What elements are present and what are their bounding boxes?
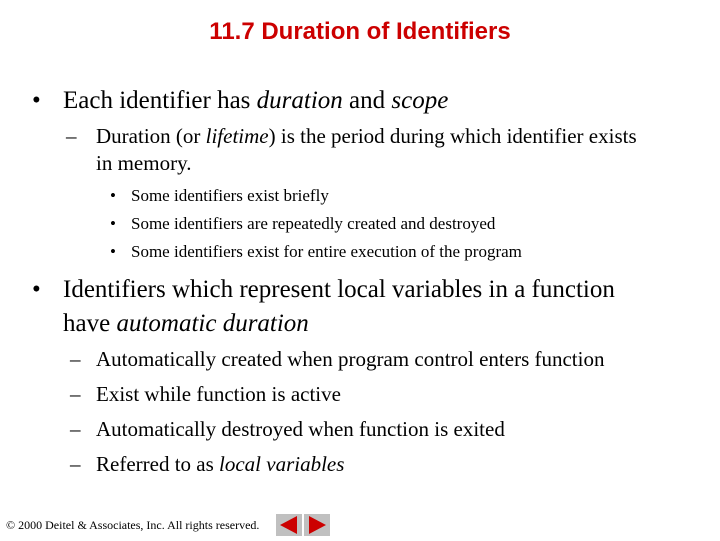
list-item-text: Some identifiers exist for entire execution of the program bbox=[131, 242, 522, 261]
dash-glyph: – bbox=[70, 382, 81, 406]
text-segment: Duration (or bbox=[96, 124, 206, 148]
list-item-text: Some identifiers exist briefly bbox=[131, 186, 329, 205]
text-segment: and bbox=[342, 87, 392, 114]
slide-title: 11.7 Duration of Identifiers bbox=[209, 18, 511, 45]
bullet-glyph: • bbox=[32, 276, 41, 303]
text-segment: Referred to as bbox=[96, 452, 220, 476]
text-segment: ) is the period during which identifier exists bbox=[268, 124, 637, 148]
emphasis-duration: duration bbox=[256, 87, 343, 114]
list-item-text: Automatically destroyed when function is exited bbox=[96, 417, 505, 441]
subbullet-text-continued: in memory. bbox=[96, 151, 192, 175]
bullet-glyph: • bbox=[32, 87, 41, 114]
bullet-text-continued bbox=[63, 310, 309, 338]
left-arrow-icon bbox=[276, 514, 302, 536]
text-segment: Each identifier has bbox=[63, 87, 257, 114]
text-segment: have bbox=[63, 310, 117, 337]
list-item-text: Automatically created when program control enters function bbox=[96, 347, 605, 371]
bullet-glyph: • bbox=[110, 242, 116, 261]
list-item-text: Exist while function is active bbox=[96, 382, 341, 406]
emphasis-lifetime: lifetime bbox=[205, 124, 269, 148]
bullet-glyph: • bbox=[110, 214, 116, 233]
dash-glyph: – bbox=[70, 347, 81, 371]
subbullet-text bbox=[96, 124, 637, 149]
emphasis-scope: scope bbox=[391, 87, 449, 114]
bullet-text: Identifiers which represent local variables in a function bbox=[63, 276, 615, 303]
dash-glyph: – bbox=[70, 417, 81, 441]
list-item-text bbox=[96, 452, 344, 477]
right-arrow-icon[interactable] bbox=[304, 514, 330, 536]
copyright-footer: © 2000 Deitel & Associates, Inc. All rights reserved. bbox=[6, 518, 260, 532]
left-arrow-icon[interactable] bbox=[276, 514, 302, 536]
list-item-text: Some identifiers are repeatedly created and destroyed bbox=[131, 214, 496, 233]
dash-glyph: – bbox=[70, 452, 81, 476]
right-arrow-icon bbox=[304, 514, 330, 536]
bullet-glyph: • bbox=[110, 186, 116, 205]
emphasis-local-variables: local variables bbox=[219, 452, 345, 476]
bullet-text bbox=[63, 87, 448, 115]
dash-glyph: – bbox=[66, 124, 77, 148]
emphasis-automatic-duration: automatic duration bbox=[116, 310, 309, 337]
